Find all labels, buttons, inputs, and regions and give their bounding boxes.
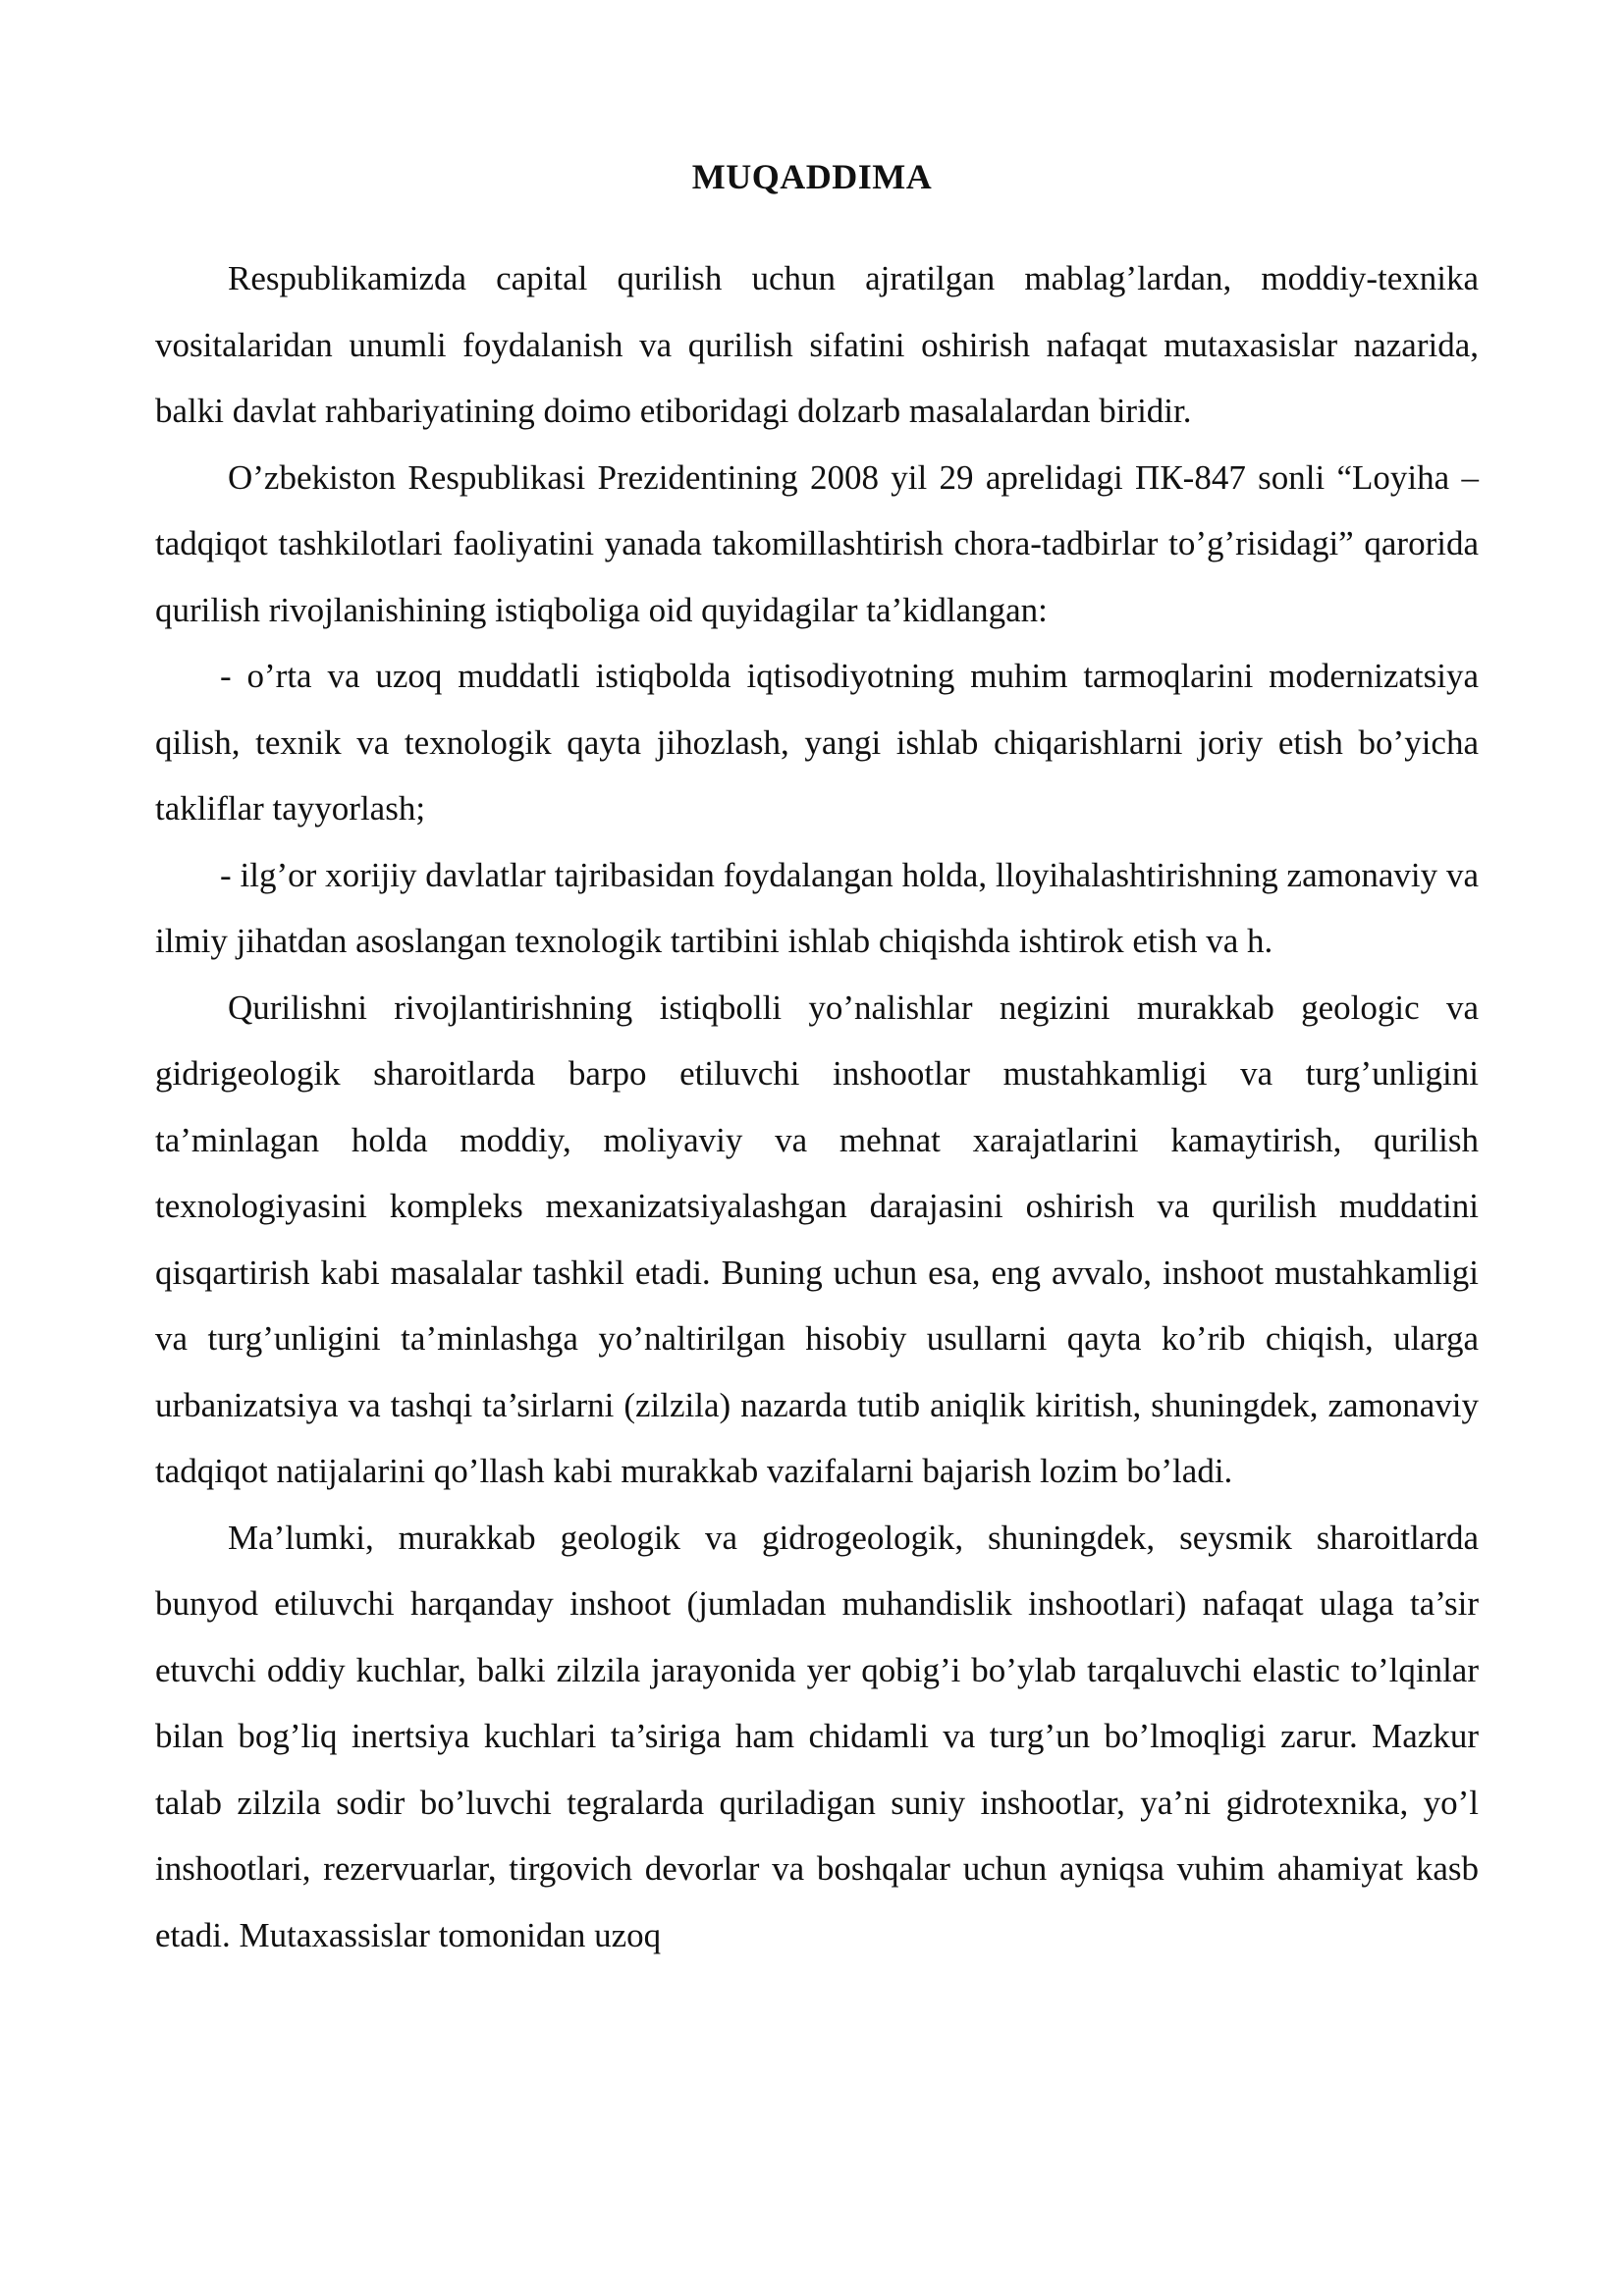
paragraph-construction-development: Qurilishni rivojlantirishning istiqbolli yo’nalishlar negizini murakkab geologic va gidrigeologik sharoitlarda barpo etiluvchi inshootlar mustahkamligi va turg’unligini ta’minlagan holda moddiy, moliyaviy va mehnat xarajatlarini kamaytirish, qurilish texnologiyasini kompleks mexanizatsiyalashgan darajasini oshirish va qurilish muddatini qisqartirish kabi masalalar tashkil etadi. Buning uchun esa, eng avvalo, inshoot mustahkamligi va turg’unligini ta’minlashga yo’naltirilgan hisobiy usullarni qayta ko’rib chiqish, ularga urbanizatsiya va tashqi ta’sirlarni (zilzila) nazarda tutib aniqlik kiritish, shuningdek, zamonaviy tadqiqot natijalarini qo’llash kabi murakkab vazifalarni bajarish lozim bo’ladi.: [155, 988, 1479, 1490]
document-body: [155, 245, 1479, 1968]
paragraph-capital-construction: Respublikamizda capital qurilish uchun ajratilgan mablag’lardan, moddiy-texnika vositalaridan unumli foydalanish va qurilish sifatini oshirish nafaqat mutaxasislar nazarida, balki davlat rahbariyatining doimo etiboridagi dolzarb masalalardan biridir.: [155, 259, 1479, 430]
bullet-modernization: - o’rta va uzoq muddatli istiqbolda iqtisodiyotning muhim tarmoqlarini modernizatsiya qilish, texnik va texnologik qayta jihozlash, yangi ishlab chiqarishlarni joriy etish bo’yicha takliflar tayyorlash;: [155, 657, 1479, 828]
page-title: MUQADDIMA: [691, 157, 933, 196]
paragraph-seismic-conditions: Ma’lumki, murakkab geologik va gidrogeologik, shuningdek, seysmik sharoitlarda bunyod etiluvchi harqanday inshoot (jumladan muhandislik inshootlari) nafaqat ulaga ta’sir etuvchi oddiy kuchlar, balki zilzila jarayonida yer qobig’i bo’ylab tarqaluvchi elastic to’lqinlar bilan bog’liq inertsiya kuchlari ta’siriga ham chidamli va turg’un bo’lmoqligi zarur. Mazkur talab zilzila sodir bo’luvchi tegralarda quriladigan suniy inshootlar, ya’ni gidrotexnika, yo’l inshootlari, rezervuarlar, tirgovich devorlar va boshqalar uchun ayniqsa vuhim ahamiyat kasb etadi. Mutaxassislar tomonidan uzoq: [155, 1518, 1479, 1954]
bullet-foreign-experience: - ilg’or xorijiy davlatlar tajribasidan foydalangan holda, lloyihalashtirishning zamonaviy va ilmiy jihatdan asoslangan texnologik tartibini ishlab chiqishda ishtirok etish va h.: [155, 855, 1479, 960]
paragraph-presidential-decree: O’zbekiston Respublikasi Prezidentining 2008 yil 29 aprelidagi ПК-847 sonli “Loyiha –tadqiqot tashkilotlari faoliyatini yanada takomillashtirish chora-tadbirlar to’g’risidagi” qarorida qurilish rivojlanishining istiqboliga oid quyidagilar ta’kidlangan:: [155, 457, 1479, 629]
